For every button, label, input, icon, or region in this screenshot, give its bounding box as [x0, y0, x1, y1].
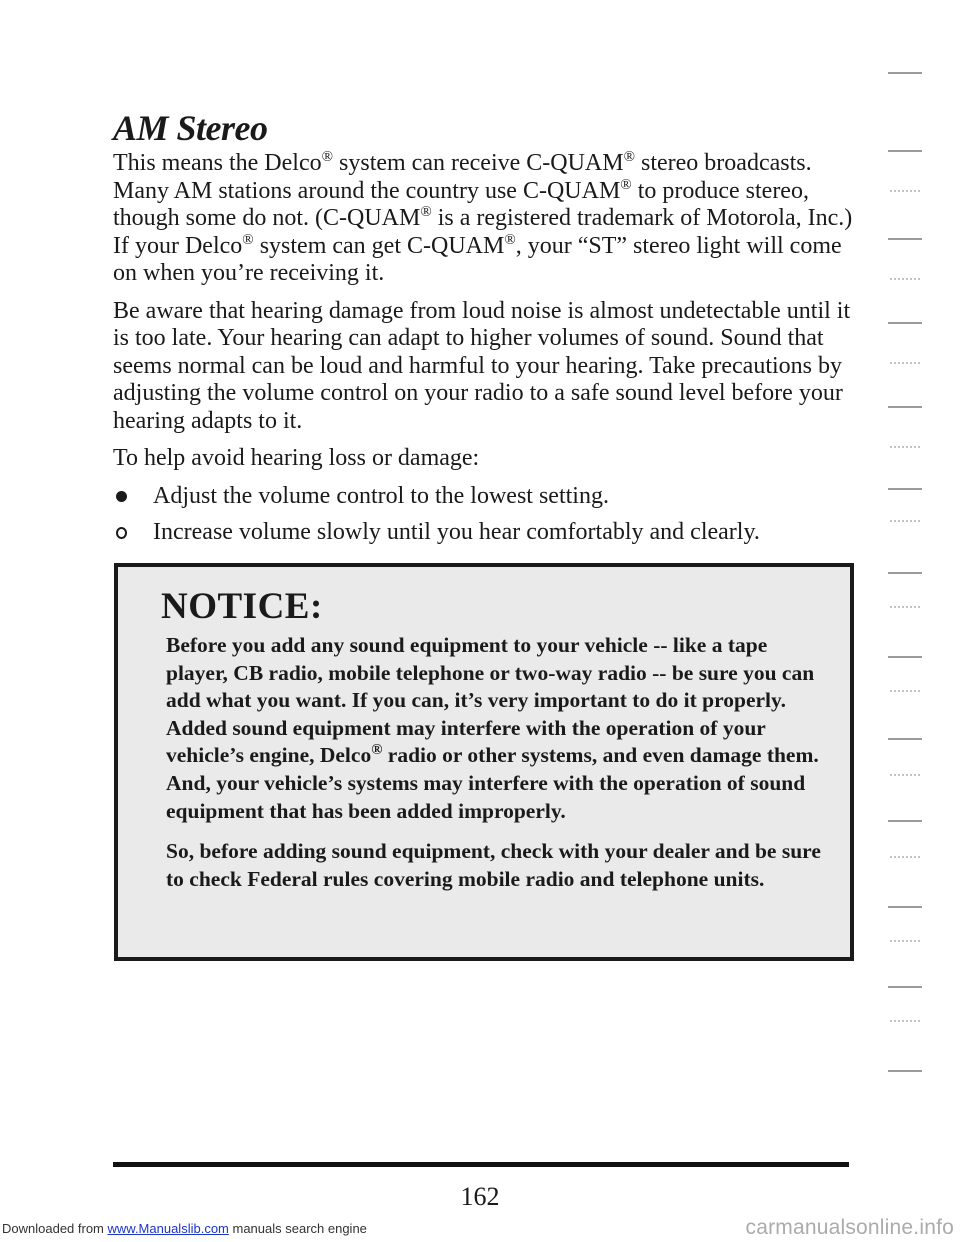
registered-mark: ®	[504, 231, 516, 248]
hearing-damage-paragraph: Be aware that hearing damage from loud noise is almost undetectable until it is too late. Your hearing can adapt to higher volumes of sound. Sound that seems normal can be loud and harmful to your hearing. Take precautions by adjusting the volume control on your radio to a safe sound level before your hearing adapts to it.	[113, 297, 851, 434]
download-footer	[2, 1221, 367, 1236]
edge-dash	[888, 238, 922, 240]
notice-body	[166, 632, 826, 906]
bullet-icon	[116, 491, 127, 502]
bullet-list	[113, 483, 853, 547]
list-item	[113, 519, 853, 547]
registered-mark: ®	[321, 149, 334, 165]
help-avoid-paragraph: To help avoid hearing loss or damage:	[113, 445, 480, 471]
notice-heading: NOTICE:	[161, 586, 323, 627]
edge-dash	[888, 322, 922, 324]
bottom-rule	[113, 1162, 849, 1167]
list-item	[113, 483, 853, 511]
edge-dots	[890, 520, 920, 524]
registered-mark: ®	[420, 204, 432, 220]
para1-text-7: , your “ST” stereo light will come on when you’re receiving it.	[113, 232, 842, 286]
notice-paragraph-1	[166, 632, 826, 825]
page-number: 162	[460, 1182, 500, 1211]
registered-mark: ®	[242, 231, 254, 248]
edge-dots	[890, 606, 920, 610]
footer-suffix: manuals search engine	[228, 1221, 367, 1236]
para1-text-5: is a registered trademark of Motorola, Inc.) If your Delco	[113, 205, 853, 259]
edge-dash	[888, 488, 922, 490]
watermark: carmanualsonline.info	[745, 1216, 954, 1239]
edge-dots	[890, 774, 920, 778]
edge-dots	[890, 190, 920, 194]
edge-dash	[888, 572, 922, 574]
para1-text-3: stereo broadcasts. Many AM stations around the country use C-QUAM	[113, 150, 812, 204]
edge-dots	[890, 940, 920, 944]
para1-text-2: system can receive C-QUAM	[333, 150, 624, 176]
edge-dots	[890, 856, 920, 860]
notice-box	[114, 563, 854, 961]
edge-dash	[888, 820, 922, 822]
edge-dash	[888, 906, 922, 908]
para1-text-6: system can get C-QUAM	[253, 232, 505, 259]
manualslib-link[interactable]: www.Manualslib.com	[107, 1221, 229, 1236]
footer-prefix: Downloaded from	[2, 1221, 108, 1236]
edge-dots	[890, 1020, 920, 1024]
notice-text-1a: Before you add any sound equipment to your vehicle -- like a tape player, CB radio, mobile telephone or two-way radio -- be sure you can add what you want. If you can, it’s very important to do it properly. Added sound equipment may interfere with the operation of your vehicle’s engine, Delco	[166, 633, 815, 768]
para1-text-4: to produce stereo, though some do not. (C-QUAM	[113, 177, 809, 231]
bullet-icon	[116, 527, 127, 539]
edge-dash	[888, 738, 922, 740]
edge-marks	[870, 60, 960, 1120]
bullet-text: Adjust the volume control to the lowest setting.	[153, 482, 609, 509]
am-stereo-paragraph	[113, 150, 853, 288]
edge-dots	[890, 690, 920, 694]
edge-dash	[888, 1070, 922, 1072]
registered-mark: ®	[371, 742, 383, 759]
edge-dash	[888, 72, 922, 74]
body-content	[113, 150, 853, 556]
notice-text-1b: radio or other systems, and even damage them. And, your vehicle’s systems may interfere with the operation of sound equipment that has been added improperly.	[166, 743, 819, 823]
notice-paragraph-2: So, before adding sound equipment, check with your dealer and be sure to check Federal rules covering mobile radio and telephone units.	[166, 839, 821, 891]
edge-dots	[890, 278, 920, 282]
page-title: AM Stereo	[113, 108, 268, 148]
edge-dash	[888, 656, 922, 658]
registered-mark: ®	[620, 176, 632, 193]
edge-dots	[890, 446, 920, 450]
edge-dots	[890, 362, 920, 366]
edge-dash	[888, 150, 922, 152]
bullet-text: Increase volume slowly until you hear comfortably and clearly.	[153, 519, 760, 545]
edge-dash	[888, 986, 922, 988]
registered-mark: ®	[623, 149, 635, 165]
edge-dash	[888, 406, 922, 408]
para1-text-1: This means the Delco	[113, 150, 322, 176]
